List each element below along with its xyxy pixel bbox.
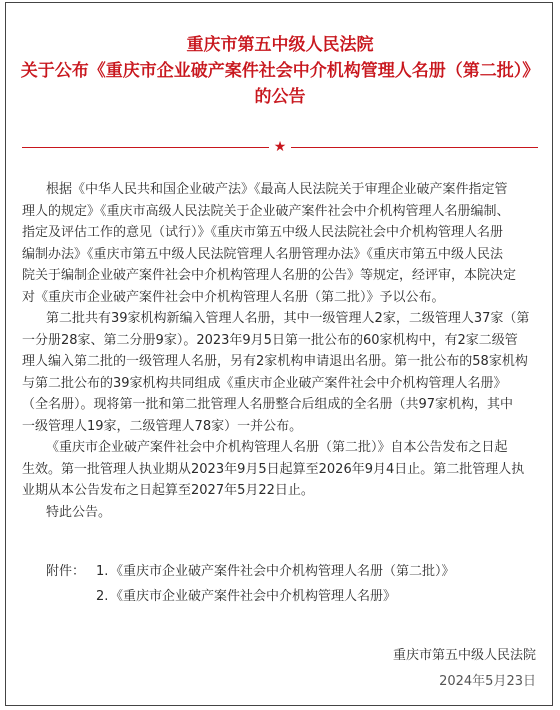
announcement-title	[0, 32, 560, 110]
attachment-item-2[interactable]	[46, 584, 455, 609]
body-line: 指定及评估工作的意见（试行）》《重庆市第五中级人民法院社会中介机构管理人名册	[22, 225, 504, 240]
body-line: （全名册）。现将第一批和第二批管理人名册整合后组成的全名册（共97家机构，其中	[22, 397, 514, 412]
body-line: 《重庆市企业破产案件社会中介机构管理人名册（第二批）》自本公告发布之日起	[46, 440, 508, 455]
issue-date: 2024年5月23日	[439, 674, 536, 689]
body-line: 编制办法》《重庆市第五中级人民法院管理人名册管理办法》《重庆市第五中级人民法	[22, 246, 504, 262]
attachment-title: 《重庆市企业破产案件社会中介机构管理人名册》	[110, 589, 397, 604]
attachments-label: 附件：	[46, 564, 86, 579]
signature-block	[393, 646, 536, 692]
body-line: 一分册28家、第二分册9家）。2023年9月5日第一批公布的60家机构中，有2家二级管	[22, 332, 518, 348]
body-line: 理人的规定》《重庆市高级人民法院关于企业破产案件社会中介机构管理人名册编制、	[22, 203, 510, 219]
body-line: 一级管理人19家，二级管理人78家）一并公布。	[22, 418, 303, 434]
closing-line: 特此公告。	[46, 504, 112, 520]
title-subject: 关于公布《重庆市企业破产案件社会中介机构管理人名册（第二批）》	[20, 61, 540, 81]
star-icon: ★	[269, 138, 291, 156]
body-line: 根据《中华人民共和国企业破产法》《最高人民法院关于审理企业破产案件指定管	[46, 182, 508, 197]
attachment-number: 2.	[96, 589, 109, 604]
title-suffix: 的公告	[254, 87, 306, 107]
attachment-title: 《重庆市企业破产案件社会中介机构管理人名册（第二批）》	[110, 564, 455, 579]
body-line: 与第二批公布的39家机构共同组成《重庆市企业破产案件社会中介机构管理人名册》	[22, 375, 507, 391]
attachment-item-1[interactable]	[46, 559, 455, 584]
attachments-list	[46, 559, 455, 609]
title-court-name: 重庆市第五中级人民法院	[186, 35, 374, 55]
body-line: 院关于编制企业破产案件社会中介机构管理人名册的公告》等规定，经评审，本院决定	[22, 268, 517, 283]
announcement-body	[22, 179, 540, 523]
body-line: 生效。第一批管理人执业期从2023年9月5日起算至2026年9月4日止。第二批管理人执	[22, 461, 525, 477]
attachment-number: 1.	[96, 564, 109, 579]
attachments-label-spacer	[46, 584, 96, 609]
body-line: 业期从本公告发布之日起算至2027年5月22日止。	[22, 483, 314, 498]
body-line: 对《重庆市企业破产案件社会中介机构管理人名册（第二批）》予以公布。	[22, 289, 445, 305]
signing-court: 重庆市第五中级人民法院	[392, 648, 536, 663]
body-line: 第二批共有39家机构新编入管理人名册，其中一级管理人2家，二级管理人37家（第	[46, 311, 530, 326]
body-line: 理人编入第二批的一级管理人名册，另有2家机构申请退出名册。第一批公布的58家机构	[22, 354, 528, 369]
